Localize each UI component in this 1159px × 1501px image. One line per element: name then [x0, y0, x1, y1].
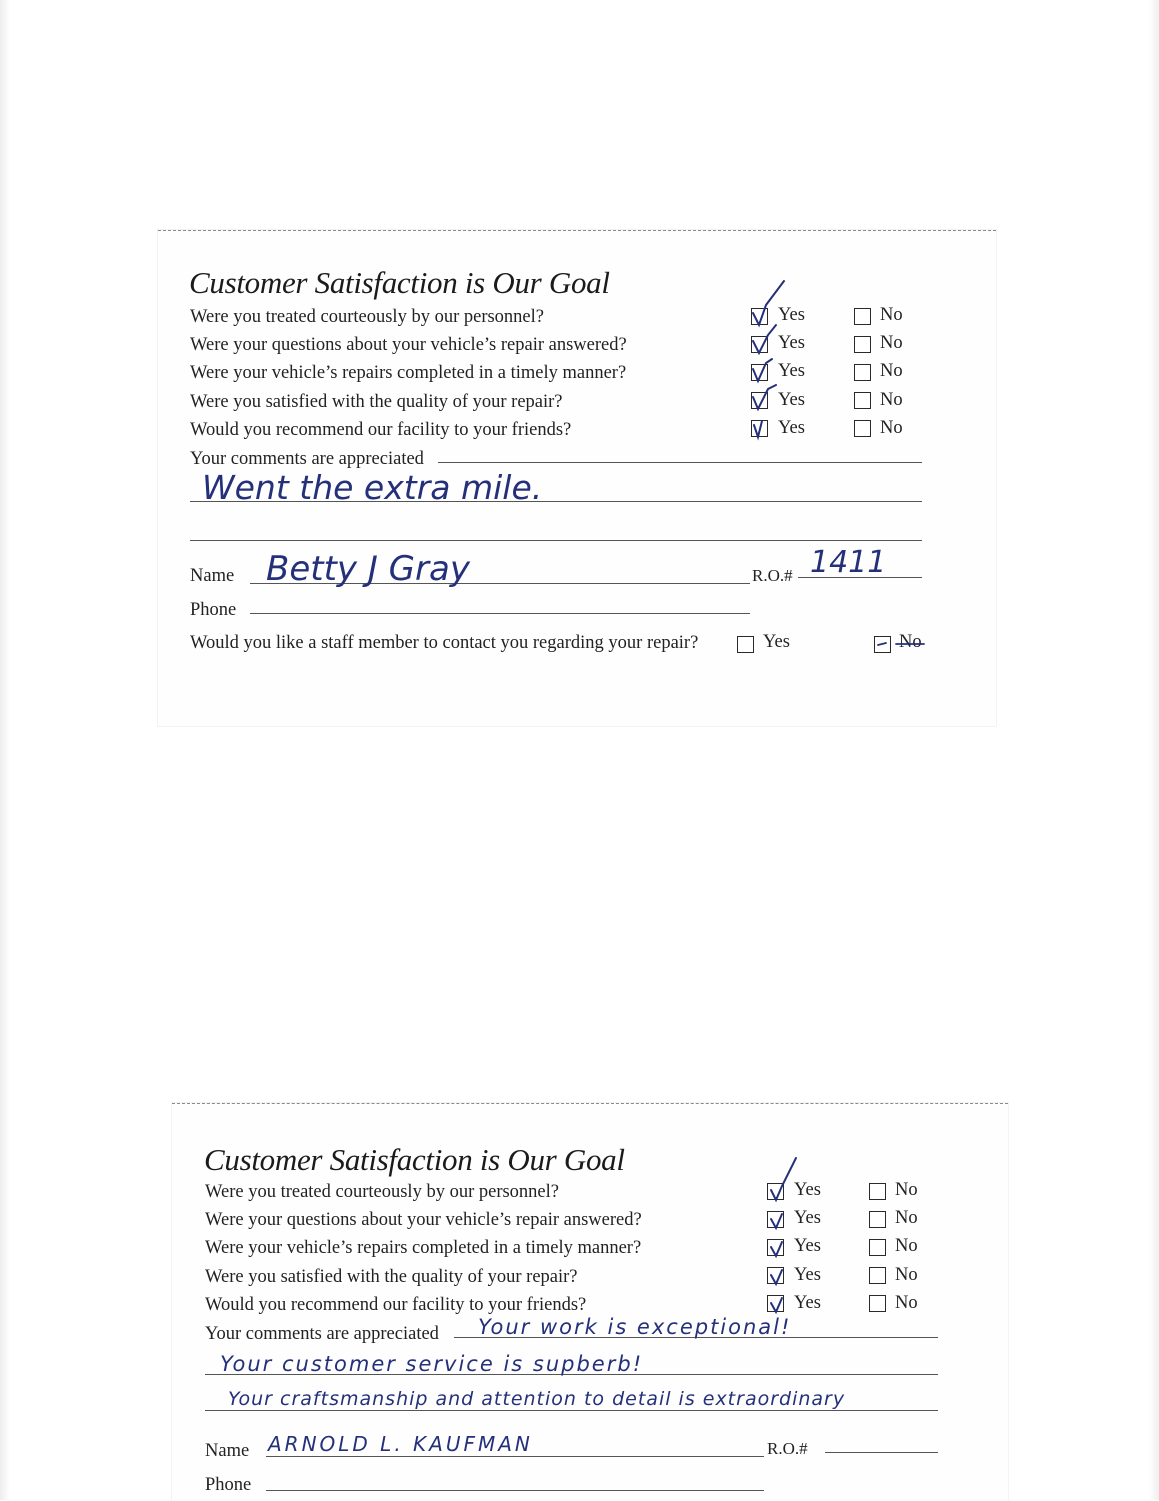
handwritten-comment-2: Your customer service is supberb! [220, 1352, 644, 1376]
no-checkbox-5[interactable] [854, 420, 871, 437]
contact-question: Would you like a staff member to contact you regarding your repair? [190, 633, 699, 653]
yes-label-2: Yes [778, 333, 805, 353]
question-3: Were your vehicle’s repairs completed in a timely manner? [205, 1238, 642, 1258]
no-checkbox-2[interactable] [854, 336, 871, 353]
contact-yes-checkbox[interactable] [737, 636, 754, 653]
handwritten-comment-1: Your work is exceptional! [478, 1315, 792, 1339]
yes-checkbox-4[interactable] [751, 392, 768, 409]
card-title: Customer Satisfaction is Our Goal [204, 1142, 625, 1177]
name-label: Name [205, 1441, 250, 1461]
handwritten-comment-3: Your craftsmanship and attention to detail is extraordinary [228, 1388, 846, 1410]
yes-checkbox-1[interactable] [767, 1183, 784, 1200]
no-label-5: No [895, 1293, 918, 1313]
comments-rule-3 [205, 1410, 938, 1411]
ro-label: R.O.# [752, 566, 793, 585]
yes-label-5: Yes [794, 1293, 821, 1313]
yes-checkbox-3[interactable] [767, 1239, 784, 1256]
no-checkbox-4[interactable] [869, 1267, 886, 1284]
phone-label: Phone [190, 600, 237, 620]
question-2: Were your questions about your vehicle’s repair answered? [205, 1210, 642, 1230]
name-rule [266, 1456, 764, 1457]
no-label-2: No [895, 1208, 918, 1228]
comments-label: Your comments are appreciated [205, 1324, 439, 1344]
yes-checkbox-4[interactable] [767, 1267, 784, 1284]
no-label-1: No [880, 305, 903, 325]
yes-label-1: Yes [794, 1180, 821, 1200]
question-1: Were you treated courteously by our personnel? [205, 1182, 559, 1202]
no-checkbox-1[interactable] [854, 308, 871, 325]
yes-checkbox-5[interactable] [751, 420, 768, 437]
phone-rule [266, 1490, 764, 1491]
yes-label-4: Yes [778, 390, 805, 410]
question-3: Were your vehicle’s repairs completed in a timely manner? [190, 363, 627, 383]
comments-rule-1 [438, 462, 922, 463]
ro-label: R.O.# [767, 1439, 808, 1458]
handwritten-name: Betty J Gray [266, 549, 470, 589]
no-label-2: No [880, 333, 903, 353]
no-label-4: No [880, 390, 903, 410]
yes-checkbox-2[interactable] [767, 1211, 784, 1228]
yes-label-3: Yes [794, 1236, 821, 1256]
no-label-1: No [895, 1180, 918, 1200]
question-4: Were you satisfied with the quality of your repair? [205, 1267, 578, 1287]
phone-label: Phone [205, 1475, 252, 1495]
comments-rule-3 [190, 540, 922, 541]
no-checkbox-3[interactable] [869, 1239, 886, 1256]
yes-checkbox-3[interactable] [751, 364, 768, 381]
no-label-3: No [880, 361, 903, 381]
survey-card-2 [172, 1103, 1008, 1501]
no-checkbox-4[interactable] [854, 392, 871, 409]
handwritten-name: ARNOLD L. KAUFMAN [268, 1432, 533, 1456]
contact-no-checkbox[interactable] [874, 636, 891, 653]
no-checkbox-2[interactable] [869, 1211, 886, 1228]
yes-label-3: Yes [778, 361, 805, 381]
survey-card-1 [158, 230, 996, 726]
yes-checkbox-1[interactable] [751, 308, 768, 325]
name-label: Name [190, 566, 235, 586]
question-5: Would you recommend our facility to your friends? [190, 420, 572, 440]
no-label-3: No [895, 1236, 918, 1256]
yes-label-5: Yes [778, 418, 805, 438]
yes-checkbox-2[interactable] [751, 336, 768, 353]
contact-yes-label: Yes [763, 632, 790, 652]
ro-rule [825, 1452, 938, 1453]
no-label-5: No [880, 418, 903, 438]
no-checkbox-3[interactable] [854, 364, 871, 381]
question-2: Were your questions about your vehicle’s repair answered? [190, 335, 627, 355]
question-1: Were you treated courteously by our personnel? [190, 307, 544, 327]
yes-checkbox-5[interactable] [767, 1295, 784, 1312]
no-checkbox-5[interactable] [869, 1295, 886, 1312]
comments-label: Your comments are appreciated [190, 449, 424, 469]
yes-label-4: Yes [794, 1265, 821, 1285]
contact-no-label: No [899, 632, 922, 652]
yes-label-1: Yes [778, 305, 805, 325]
phone-rule [250, 613, 750, 614]
handwritten-comment-1: Went the extra mile. [202, 468, 543, 507]
no-checkbox-1[interactable] [869, 1183, 886, 1200]
question-4: Were you satisfied with the quality of your repair? [190, 392, 563, 412]
card-title: Customer Satisfaction is Our Goal [189, 265, 610, 300]
question-5: Would you recommend our facility to your friends? [205, 1295, 587, 1315]
comments-rule-2 [190, 501, 922, 502]
handwritten-ro-number: 1411 [810, 545, 887, 580]
no-label-4: No [895, 1265, 918, 1285]
yes-label-2: Yes [794, 1208, 821, 1228]
